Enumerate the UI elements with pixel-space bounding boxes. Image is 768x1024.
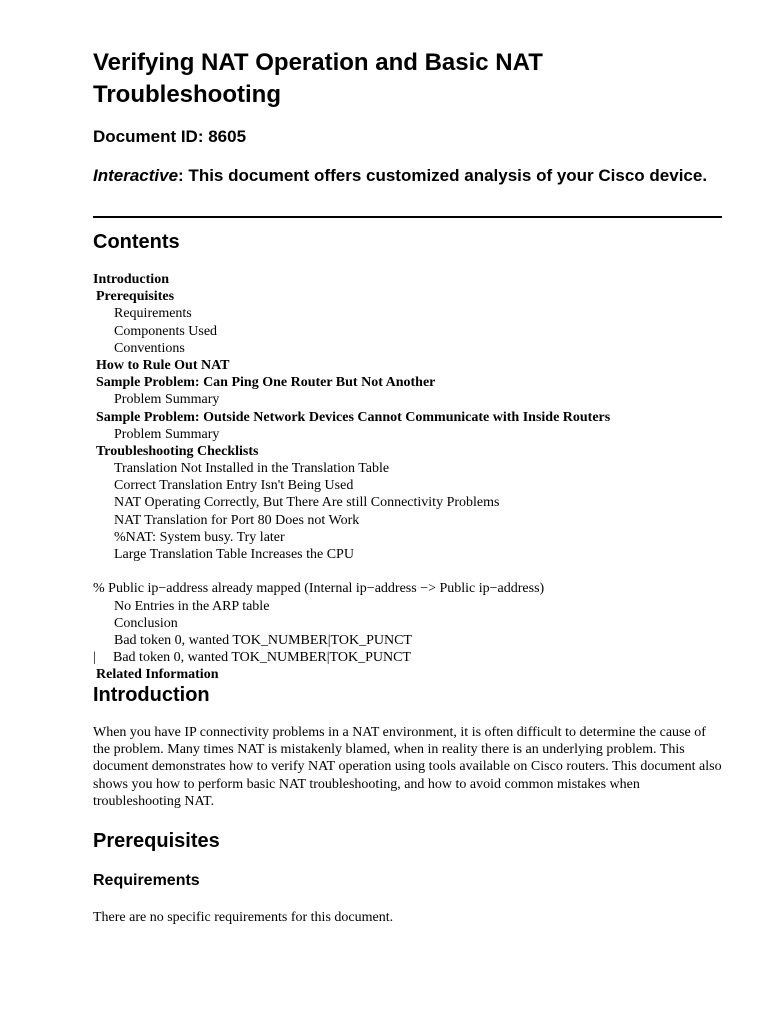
toc-link[interactable] [93,460,723,477]
toc-link[interactable] [93,598,723,615]
toc-link-label: Related Information [96,667,219,683]
toc-link[interactable] [93,649,723,666]
horizontal-rule [93,216,722,218]
toc-link[interactable] [93,477,723,494]
toc-link-label: Prerequisites [96,289,175,305]
introduction-body: When you have IP connectivity problems in a NAT environment, it is often difficult to determine the cause of the problem. Many times NAT is mistakenly blamed, when in reality there is an underlying problem. This document demonstrates how to verify NAT operation using tools available on Cisco routers. This document also shows you how to perform basic NAT troubleshooting, and how to avoid common mistakes when troubleshooting NAT. [93,725,722,809]
toc-link-label: Requirements [114,306,192,322]
toc-link[interactable] [93,666,723,683]
toc-link[interactable] [93,580,723,597]
toc-link-label: Conclusion [114,615,178,631]
interactive-label: Interactive [93,166,179,185]
contents-heading: Contents [93,231,180,253]
toc-link-label: %NAT: System busy. Try later [114,529,285,545]
toc-link-label: Large Translation Table Increases the CPU [114,547,354,562]
toc-link[interactable] [93,426,723,443]
toc-link[interactable] [93,409,723,426]
toc-link[interactable] [93,391,723,408]
toc-link-label: Troubleshooting Checklists [96,443,259,459]
introduction-heading: Introduction [93,684,210,706]
toc-link[interactable] [93,340,723,357]
toc-link-label: Introduction [93,272,169,287]
document-id: Document ID: 8605 [93,127,247,146]
toc-link-label: Conventions [114,340,185,356]
document-title: Verifying NAT Operation and Basic NAT Troubleshooting [93,49,543,108]
toc-link-label: NAT Translation for Port 80 Does not Work [114,512,360,528]
toc-bar-marker: | [93,650,96,666]
requirements-body: There are no specific requirements for this document. [93,910,394,925]
toc-link-label: Bad token 0, wanted TOK_NUMBER|TOK_PUNCT [113,650,411,666]
table-of-contents [93,271,723,684]
toc-spacer [93,563,723,580]
toc-link[interactable] [93,271,723,288]
toc-link[interactable] [93,512,723,529]
toc-link-label: % Public ip−address already mapped (Internal ip−address −> Public ip−address) [93,581,545,597]
toc-link-label: Correct Translation Entry Isn't Being Used [114,478,354,494]
interactive-text: : This document offers customized analysis of your Cisco device. [178,166,708,185]
toc-link[interactable] [93,615,723,632]
toc-link-label: Problem Summary [114,426,220,442]
toc-link-label: Bad token 0, wanted TOK_NUMBER|TOK_PUNCT [114,632,412,648]
interactive-notice [93,165,713,187]
toc-link-label: Components Used [114,323,218,339]
toc-link-label: No Entries in the ARP table [114,598,270,614]
toc-link-label: Sample Problem: Outside Network Devices Cannot Communicate with Inside Routers [96,409,611,425]
prerequisites-heading: Prerequisites [93,830,220,852]
toc-link[interactable] [93,494,723,511]
toc-link-label: How to Rule Out NAT [96,357,230,373]
toc-link[interactable] [93,288,723,305]
toc-link[interactable] [93,546,723,563]
toc-link[interactable] [93,529,723,546]
toc-link-label: NAT Operating Correctly, But There Are still Connectivity Problems [114,495,500,511]
toc-link[interactable] [93,632,723,649]
toc-link[interactable] [93,323,723,340]
toc-link-label: Sample Problem: Can Ping One Router But Not Another [96,375,436,391]
toc-link-label: Translation Not Installed in the Translation Table [114,461,390,477]
toc-link-label: Problem Summary [114,392,220,408]
requirements-heading: Requirements [93,872,200,889]
toc-link[interactable] [93,374,723,391]
toc-link[interactable] [93,443,723,460]
toc-link[interactable] [93,357,723,374]
toc-link[interactable] [93,305,723,322]
